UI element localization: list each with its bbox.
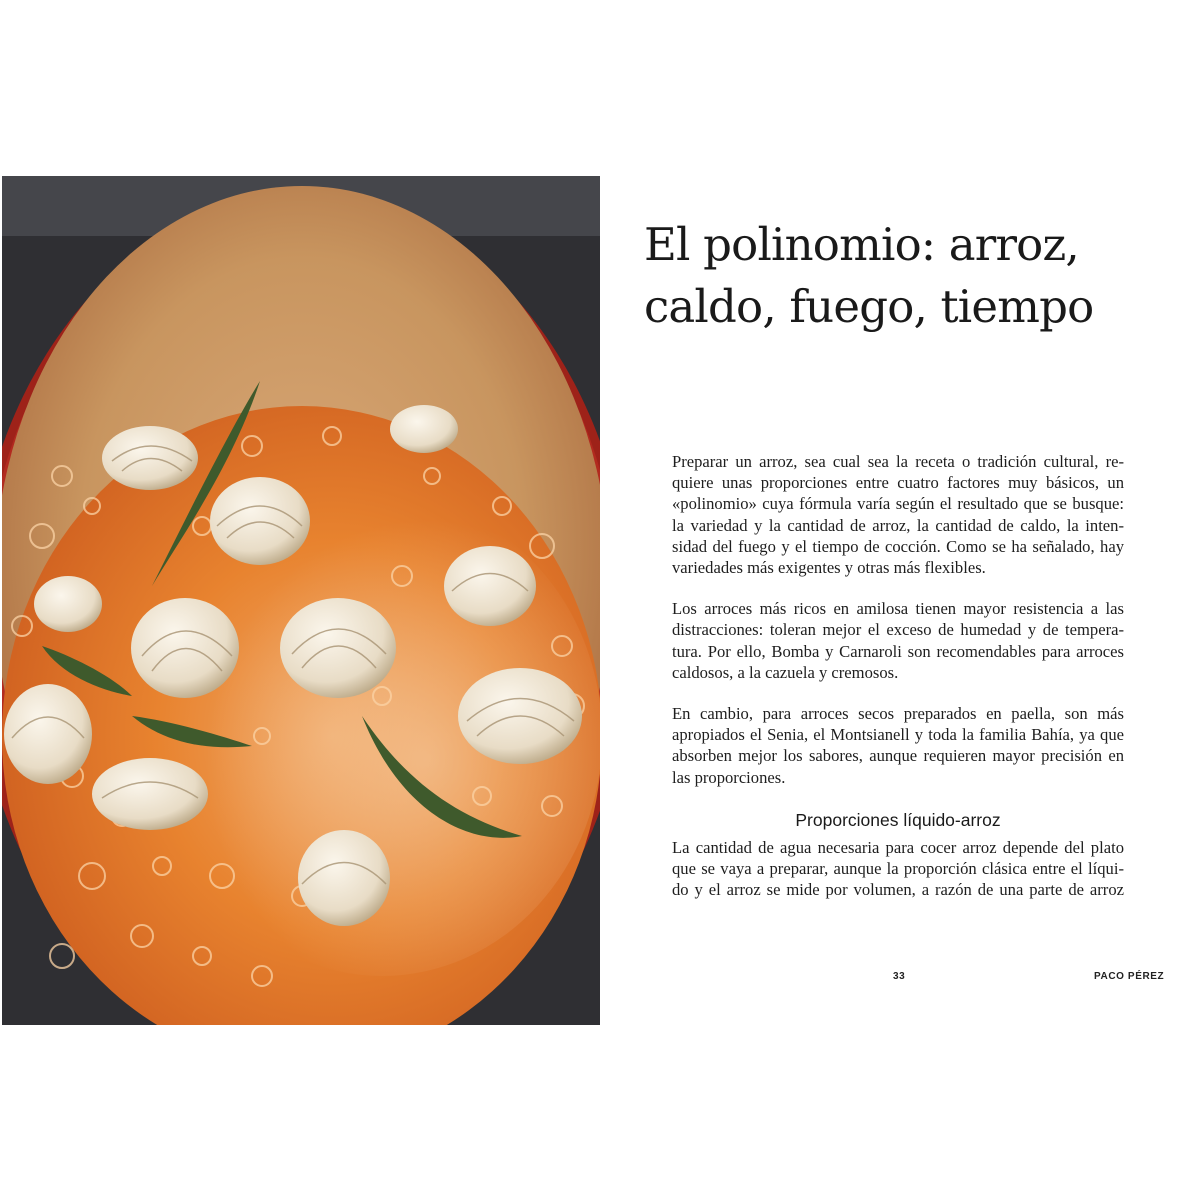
photo-clam-rice-pot <box>2 176 600 1025</box>
title-line: El polinomio: arroz, <box>644 218 1079 271</box>
text-line: la variedad y la cantidad de arroz, la cantidad de caldo, la inten- <box>672 515 1124 535</box>
title-line: caldo, fuego, tiempo <box>644 280 1094 333</box>
text-line: Preparar un arroz, sea cual sea la receta o tradición cultural, re- <box>672 452 1124 471</box>
text-line: do y el arroz se mide por volumen, a razón de una parte de arroz <box>672 880 1124 900</box>
text-line: quiere unas proporciones entre cuatro factores muy básicos, un <box>672 473 1124 493</box>
chapter-title <box>644 214 1184 338</box>
page-number: 33 <box>893 971 906 982</box>
paragraph-4 <box>672 837 1124 901</box>
text-line: distracciones: toleran mejor el exceso de humedad y de tempera- <box>672 620 1124 640</box>
running-footer-author: PACO PÉREZ <box>1094 971 1165 982</box>
text-line: sidad del fuego y el tiempo de cocción. Como se ha señalado, hay <box>672 536 1124 556</box>
text-line: variedades más exigentes y otras más flexibles. <box>672 558 986 578</box>
text-line: apropiados el Senia, el Montsianell y toda la familia Bahía, ya que <box>672 725 1124 745</box>
paragraph-3 <box>672 703 1124 788</box>
text-line: tura. Por ello, Bomba y Carnaroli son recomendables para arroces <box>672 641 1124 661</box>
text-line: las proporciones. <box>672 767 786 787</box>
text-line: La cantidad de agua necesaria para cocer arroz depende del plato <box>672 838 1124 858</box>
text-line: En cambio, para arroces secos preparados en paella, son más <box>672 704 1124 724</box>
text-line: absorben mejor los sabores, aunque requieren mayor precisión en <box>672 746 1124 766</box>
text-line: caldosos, a la cazuela y cremosos. <box>672 662 899 682</box>
text-line: Los arroces más ricos en amilosa tienen mayor resistencia a las <box>672 599 1124 619</box>
text-line: que se vaya a preparar, aunque la proporción clásica entre el líqui- <box>672 859 1124 879</box>
paragraph-2 <box>672 598 1124 683</box>
pot-illustration <box>2 176 600 1025</box>
section-subheading: Proporciones líquido-arroz <box>795 809 1001 830</box>
body-text <box>672 451 1124 921</box>
text-line: «polinomio» cuya fórmula varía según el resultado que se busque: <box>672 494 1124 514</box>
paragraph-1 <box>672 451 1124 578</box>
